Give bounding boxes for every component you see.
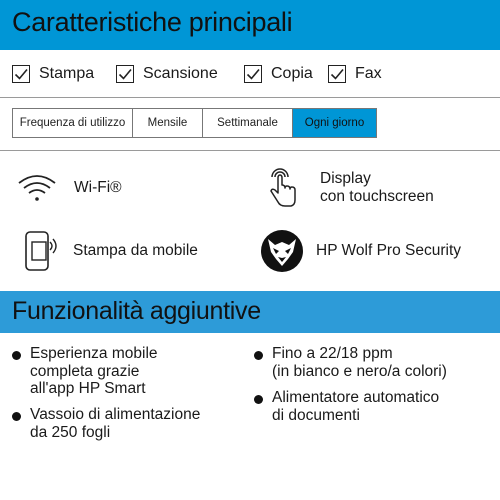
spec-touchscreen [258, 165, 434, 211]
spec-line: Display [320, 170, 371, 187]
bullet-line: da 250 fogli [30, 423, 111, 441]
touch-hand-icon [258, 165, 304, 211]
checkbox-icon [116, 65, 134, 83]
wolf-shield-icon [259, 228, 305, 274]
feature-label: Stampa [39, 65, 95, 82]
spec-label: HP Wolf Pro Security [316, 242, 462, 259]
spec-label [320, 170, 434, 206]
page-title: Caratteristiche principali [12, 7, 293, 37]
divider [0, 97, 500, 98]
checkbox-icon [328, 65, 346, 83]
bullet-icon [12, 412, 21, 421]
feature-scansione [116, 60, 218, 88]
wifi-icon [14, 165, 60, 211]
header-bar [0, 0, 500, 50]
bullet-line: all'app HP Smart [30, 380, 146, 397]
frequency-option-ogni-giorno: Ogni giorno [293, 109, 376, 137]
feature-fax [328, 60, 382, 88]
features-row [0, 60, 500, 88]
section-title: Funzionalità aggiuntive [12, 297, 261, 325]
bullet-icon [254, 395, 263, 404]
bullet-line: Fino a 22/18 ppm [272, 345, 393, 362]
bullet-line: Esperienza mobile [30, 345, 158, 362]
list-item [254, 389, 494, 424]
spec-wolf-security [259, 228, 461, 274]
bullet-text [30, 345, 158, 398]
section-header-bar [0, 291, 500, 333]
list-item [12, 345, 237, 398]
spec-line: con touchscreen [320, 188, 434, 205]
spec-mobile-print [18, 228, 198, 274]
list-item [12, 406, 247, 441]
checkbox-icon [244, 65, 262, 83]
bullet-line: di documenti [272, 406, 360, 424]
feature-label: Fax [355, 65, 382, 82]
list-item [254, 345, 494, 380]
usage-frequency-label: Frequenza di utilizzo [13, 109, 133, 137]
mobile-print-icon [18, 228, 64, 274]
checkbox-icon [12, 65, 30, 83]
usage-frequency-table [12, 108, 377, 138]
bullet-line: Alimentatore automatico [272, 389, 440, 406]
bullet-line: completa grazie [30, 362, 140, 380]
divider [0, 150, 500, 151]
feature-label: Copia [271, 65, 313, 82]
bullet-line: (in bianco e nero/a colori) [272, 362, 447, 380]
bullet-line: Vassoio di alimentazione [30, 406, 201, 423]
frequency-option-settimanale: Settimanale [203, 109, 293, 137]
bullet-icon [254, 351, 263, 360]
frequency-option-mensile: Mensile [133, 109, 203, 137]
feature-copia [244, 60, 313, 88]
bullet-text [272, 389, 439, 424]
feature-label: Scansione [143, 65, 218, 82]
spec-wifi [14, 165, 122, 211]
spec-label: Wi-Fi® [74, 179, 122, 196]
feature-stampa [12, 60, 94, 88]
bullet-icon [12, 351, 21, 360]
bullet-text [30, 406, 200, 441]
bullet-text [272, 345, 447, 380]
spec-label: Stampa da mobile [73, 242, 198, 259]
